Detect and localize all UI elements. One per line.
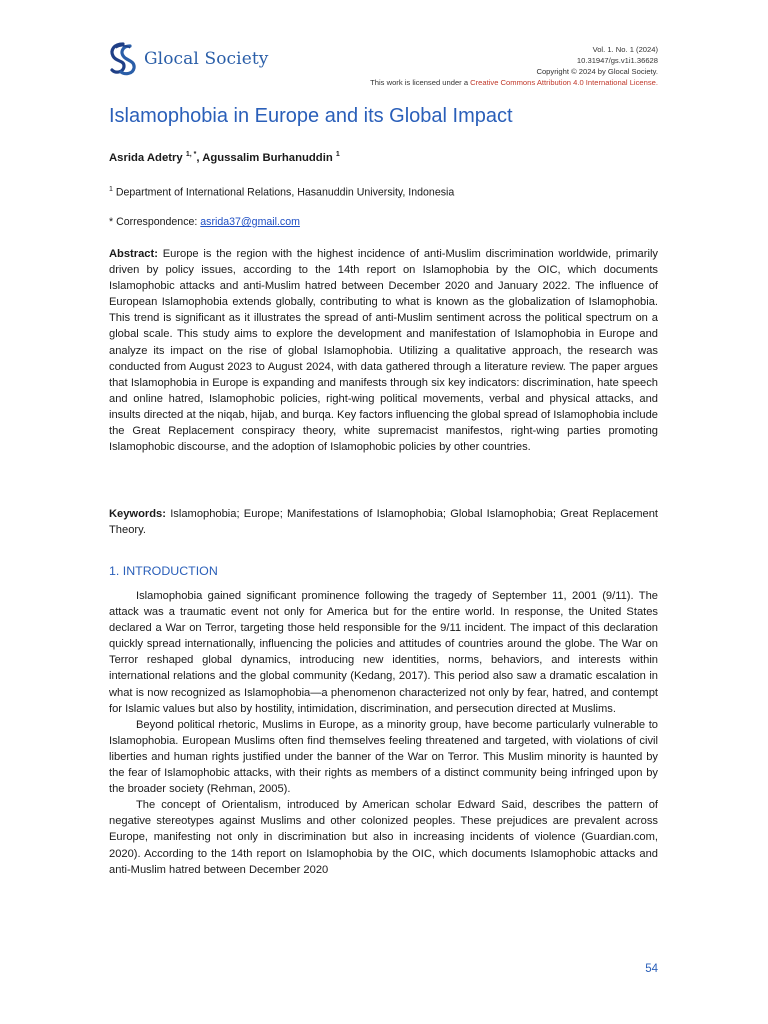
- license-prefix: This work is licensed under a: [370, 78, 471, 87]
- journal-logo: [108, 42, 268, 76]
- correspondence-email-link[interactable]: asrida37@gmail.com: [200, 216, 300, 228]
- paper-title: Islamophobia in Europe and its Global Impact: [109, 105, 513, 127]
- correspondence-label: * Correspondence:: [109, 216, 201, 228]
- publication-meta: [370, 44, 658, 88]
- paragraph: Islamophobia gained significant prominence following the tragedy of September 11, 2001 (9/11). The attack was a traumatic event not only for America but for the entire world. In response, the United States declared a War on Terror, targeting those held responsible for the 9/11 incident. The impact of this declaration quickly spread internationally, influencing the policies and attitudes of countries around the globe. The War on Terror reshaped global dynamics, introducing new identities, norms, behaviors, and interests within international relations and the global community (Kedang, 2017). This period also saw a dramatic escalation in what is now recognized as Islamophobia—a phenomenon characterized not only by fear, hatred, and contempt for Islamic values but also by hostility, intimidation, discrimination, and persecution directed at Muslims.: [109, 590, 658, 715]
- correspondence: [109, 216, 300, 228]
- keywords: [109, 506, 658, 538]
- affiliation-mark: 1: [109, 186, 113, 193]
- author-list: [109, 151, 340, 164]
- paragraph: Beyond political rhetoric, Muslims in Europe, as a minority group, have become particularly vulnerable to Islamophobia. European Muslims often find themselves feeling threatened and targeted, with violations of civil liberties and human rights justified under the banner of the War on Terror. This Muslim minority is haunted by the fear of Islamophobic attacks, with their rights as members of a distinct community being infringed upon by the broader society (Rehman, 2005).: [109, 718, 658, 796]
- volume-issue: Vol. 1. No. 1 (2024): [592, 45, 658, 54]
- paragraph: The concept of Orientalism, introduced by American scholar Edward Said, describes the pattern of negative stereotypes against Muslims and other colonized peoples. These prejudices are prevalent across Europe, manifesting not only in discrimination but also in increasing incidents of violence (Guardian.com, 2020). According to the 14th report on Islamophobia by the OIC, which documents Islamophobic attacks and anti-Muslim hatred between December 2020: [109, 799, 658, 876]
- copyright: Copyright © 2024 by Glocal Society.: [536, 67, 658, 76]
- affiliation: [109, 186, 454, 199]
- glocal-society-logo-icon: [108, 42, 138, 76]
- abstract: [109, 246, 658, 455]
- author-name: Agussalim Burhanuddin: [202, 151, 333, 164]
- author-name: Asrida Adetry: [109, 151, 183, 164]
- author-separator: ,: [196, 151, 203, 164]
- author-affiliation-mark: 1, *: [185, 151, 197, 158]
- abstract-label: Abstract:: [109, 248, 158, 260]
- abstract-text: Europe is the region with the highest incidence of anti-Muslim discrimination worldwide, primarily driven by policy issues, according to the 14th report on Islamophobia by the OIC, which documents Islamophobic attacks and anti-Muslim hatred between December 2020 and January 2022. The influence of European Islamophobia extends globally, contributing to what is known as the globalization of Islamophobia. This trend is significant as it illustrates the spread of anti-Muslim sentiment across the political spectrum on a global scale. This study aims to explore the development and manifestation of Islamophobia in Europe and analyze its impact on the rise of global Islamophobia. Utilizing a qualitative approach, the research was conducted from August 2023 to August 2024, with data gathered through a literature review. The paper argues that Islamophobia in Europe is expanding and manifests through six key indicators: discrimination, hate speech and online hatred, Islamophobic policies, right-wing political movements, verbal and physical attacks, and insults directed at the niqab, hijab, and burqa. Key factors influencing the global spread of Islamophobia include the Great Replacement conspiracy theory, white supremacist manifestos, right-wing parties promoting Islamophobic discourse, and the adoption of Islamophobic policies by other countries.: [109, 248, 658, 454]
- keywords-label: Keywords:: [109, 508, 166, 520]
- license-link[interactable]: Creative Commons Attribution 4.0 International License.: [470, 78, 658, 87]
- doi: 10.31947/gs.v1i1.36628: [576, 56, 658, 65]
- keywords-text: Islamophobia; Europe; Manifestations of Islamophobia; Global Islamophobia; Great Replacement Theory.: [109, 508, 658, 537]
- introduction-body: [109, 588, 658, 878]
- section-heading-introduction: 1. INTRODUCTION: [109, 564, 218, 578]
- journal-name: Glocal Society: [144, 49, 269, 69]
- affiliation-text: Department of International Relations, Hasanuddin University, Indonesia: [112, 186, 455, 199]
- page-number: 54: [645, 963, 658, 975]
- license-line: [370, 77, 658, 88]
- author-affiliation-mark: 1: [335, 151, 340, 158]
